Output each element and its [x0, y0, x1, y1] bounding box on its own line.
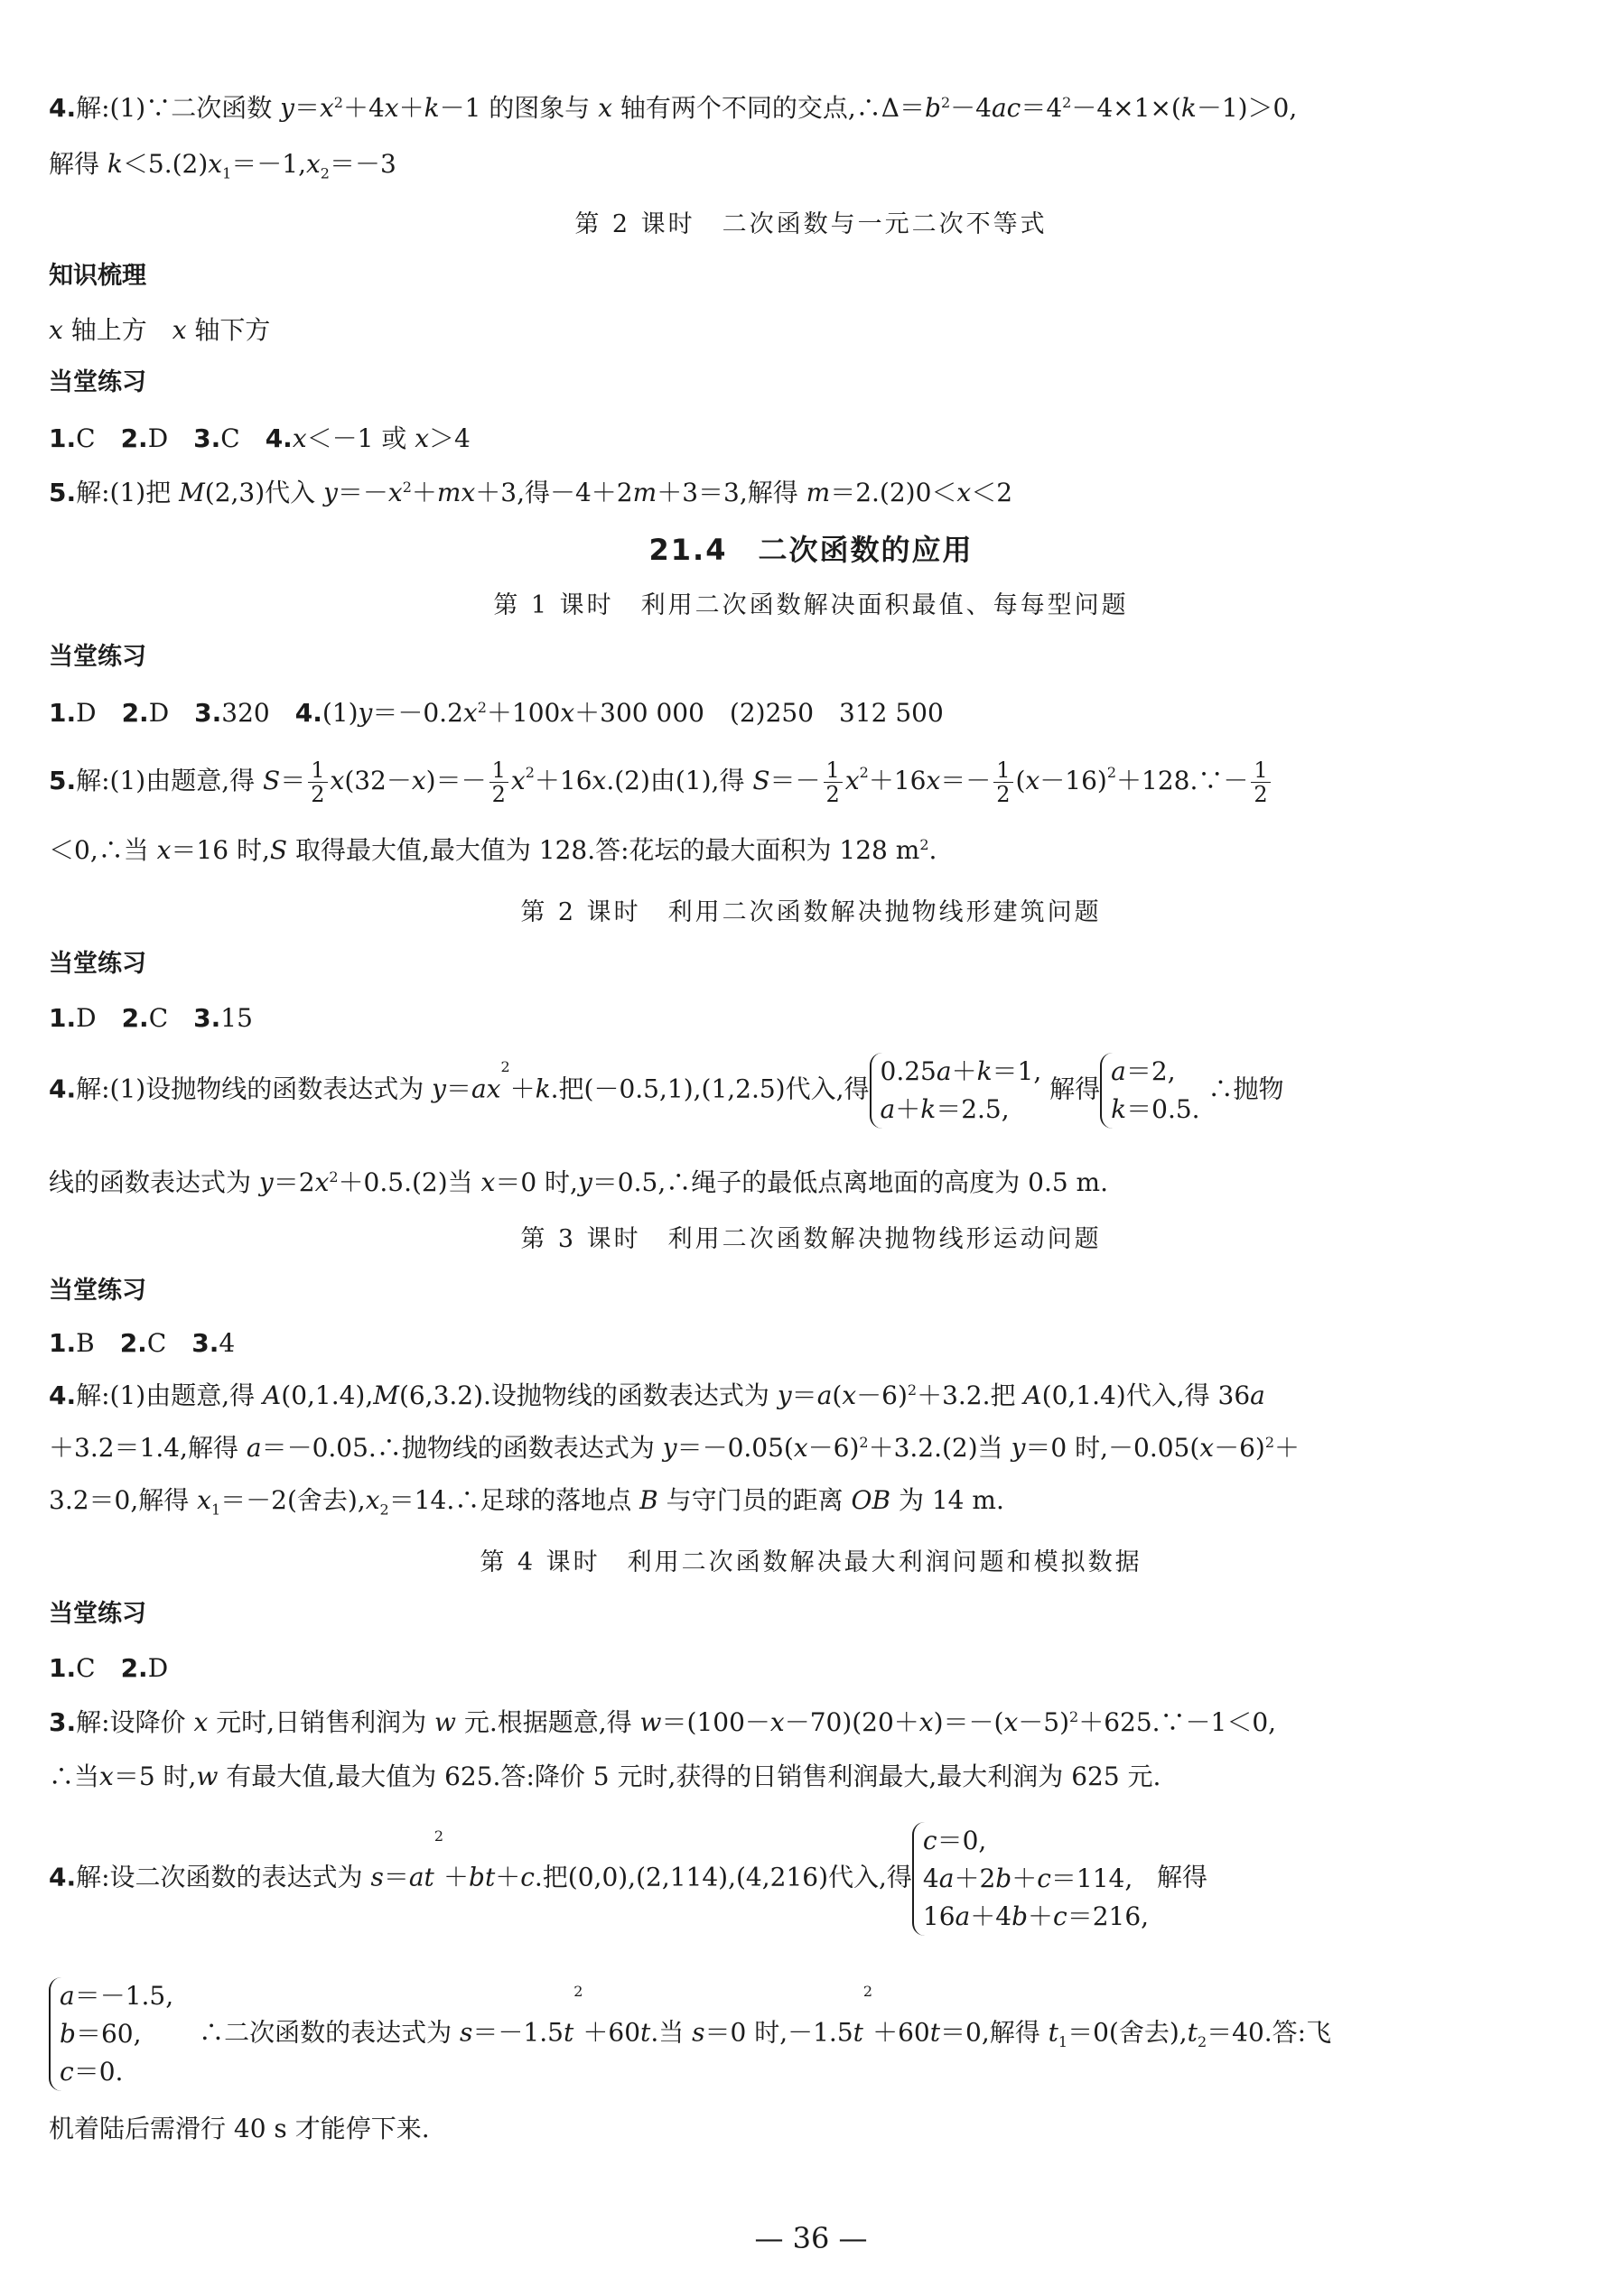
- answer-4-cont: ＋3.2＝1.4,解得 a＝－0.05.∴抛物线的函数表达式为 $y=-0.05(x-6)^2+3.2.(2)$当 y＝0 时$,-0.05(x-6)^2+$: [49, 1433, 1300, 1463]
- choice-answers: 1.B 2.C 3.4: [49, 1328, 236, 1358]
- section-heading: 知识梳理: [49, 262, 146, 290]
- choice-answers: 1.D 2.C 3.15: [49, 1003, 253, 1033]
- choice-answers: 1.D 2.D 3.320 $4.(1)y=-0.2x^2+100x+300$ 000 (2)250 312 500: [49, 698, 944, 728]
- lesson-title: 第 2 课时 二次函数与一元二次不等式: [574, 210, 1048, 238]
- section-heading: 当堂练习: [49, 1600, 146, 1628]
- knowledge-answer: x 轴上方 x 轴下方: [49, 315, 271, 345]
- answer-5: 5.解:(1)把 M(2,3)代入 $y=-x^2+mx+3$,得－4＋2m＋3＝3,解得 m＝2.(2)0＜x＜2: [49, 478, 1013, 507]
- answer-5: 5.解:(1)由题意,得 S＝ $\frac{1}{2}$ x(32－x)＝－ $\frac{1}{2}$ $x^2+16x.(2)$由(1),得 S＝－ $\frac{1}{2}$ $x^2+16x=-$ $\frac{1}{2}$ $(x-16)^2+128.\because-$ $\frac{1}{2}$: [49, 758, 1573, 806]
- answer-4: 4.解:(1)由题意,得 A(0,1.4),M(6,3.2).设抛物线的函数表达式为 $y=a(x-6)^2+3.2$.把 A(0,1.4)代入,得 36a: [49, 1380, 1265, 1410]
- section-heading: 当堂练习: [49, 1277, 146, 1305]
- choice-answers: 1.C 2.D 3.C 4.x＜－1 或 x＞4: [49, 423, 471, 453]
- answer-4-cont: a＝－1.5, b＝60, c＝0. ∴二次函数的表达式为 $s=-1.5t^2+60t$.当 s＝0 时$,-1.5t^2+60t=0$,解得 $t_1=0$(舍去)$,t_2=40$.答:飞: [49, 1977, 1573, 2091]
- answer-4: 4.解:(1)设抛物线的函数表达式为 $y=ax^2+k$.把(－0.5,1),(1,2.5)代入,得 0.25a＋k＝1, a＋k＝2.5, 解得 a＝2, k＝0.5. ∴抛物: [49, 1053, 1573, 1129]
- section-heading: 当堂练习: [49, 643, 146, 671]
- section-title: 21.4 二次函数的应用: [648, 533, 974, 567]
- answer-4-cont: 线的函数表达式为 $y=2x^2+0.5.(2)$当 x＝0 时,y＝0.5,∴绳子的最低点离地面的高度为 0.5 m.: [49, 1167, 1109, 1197]
- section-heading: 当堂练习: [49, 368, 146, 396]
- answer-4: 4.解:设二次函数的表达式为 $s=at^2+bt+c$.把(0,0),(2,114),(4,216)代入,得 c＝0, 4a＋2b＋c＝114, 16a＋4b＋c＝216, 解得: [49, 1822, 1573, 1936]
- answer-3-cont: ∴当x＝5 时,w 有最大值,最大值为 625.答:降价 5 元时,获得的日销售利润最大,最大利润为 625 元.: [49, 1762, 1161, 1791]
- answer-4-cont: 机着陆后需滑行 40 s 才能停下来.: [49, 2114, 430, 2143]
- answer-3: 3.解:设降价 x 元时,日销售利润为 w 元.根据题意,得 $w=(100-x-70)(20+x)=-(x-5)^2+625.\because-1<0$,: [49, 1707, 1277, 1737]
- lesson-title: 第 2 课时 利用二次函数解决抛物线形建筑问题: [520, 898, 1102, 926]
- answer-prev-4-cont: 解得 $k<5.(2)x_1=-1,x_2=-3$: [49, 149, 396, 182]
- lesson-title: 第 3 课时 利用二次函数解决抛物线形运动问题: [520, 1225, 1102, 1253]
- answer-4-cont: 3.2＝0,解得 $x_1=-2$(舍去)$,x_2=14.\therefore$足球的落地点 B 与守门员的距离 OB 为 14 m.: [49, 1485, 1004, 1519]
- answer-prev-4: 4.解:(1)∵二次函数 $y=x^2+4x+k-1$ 的图象与 x 轴有两个不同的交点$,\therefore\Delta=b^2-4ac=4^2-4\times 1\times(k-1)>0$,: [49, 93, 1298, 123]
- page-number: — 36 —: [754, 2221, 868, 2255]
- choice-answers: 1.C 2.D: [49, 1653, 169, 1683]
- section-heading: 当堂练习: [49, 950, 146, 978]
- answer-5-cont: ＜0,∴当 x＝16 时,S 取得最大值,最大值为 128.答:花坛的最大面积为 128 $m^2$.: [49, 835, 937, 865]
- lesson-title: 第 4 课时 利用二次函数解决最大利润问题和模拟数据: [480, 1548, 1142, 1576]
- lesson-title: 第 1 课时 利用二次函数解决面积最值、每每型问题: [493, 591, 1129, 619]
